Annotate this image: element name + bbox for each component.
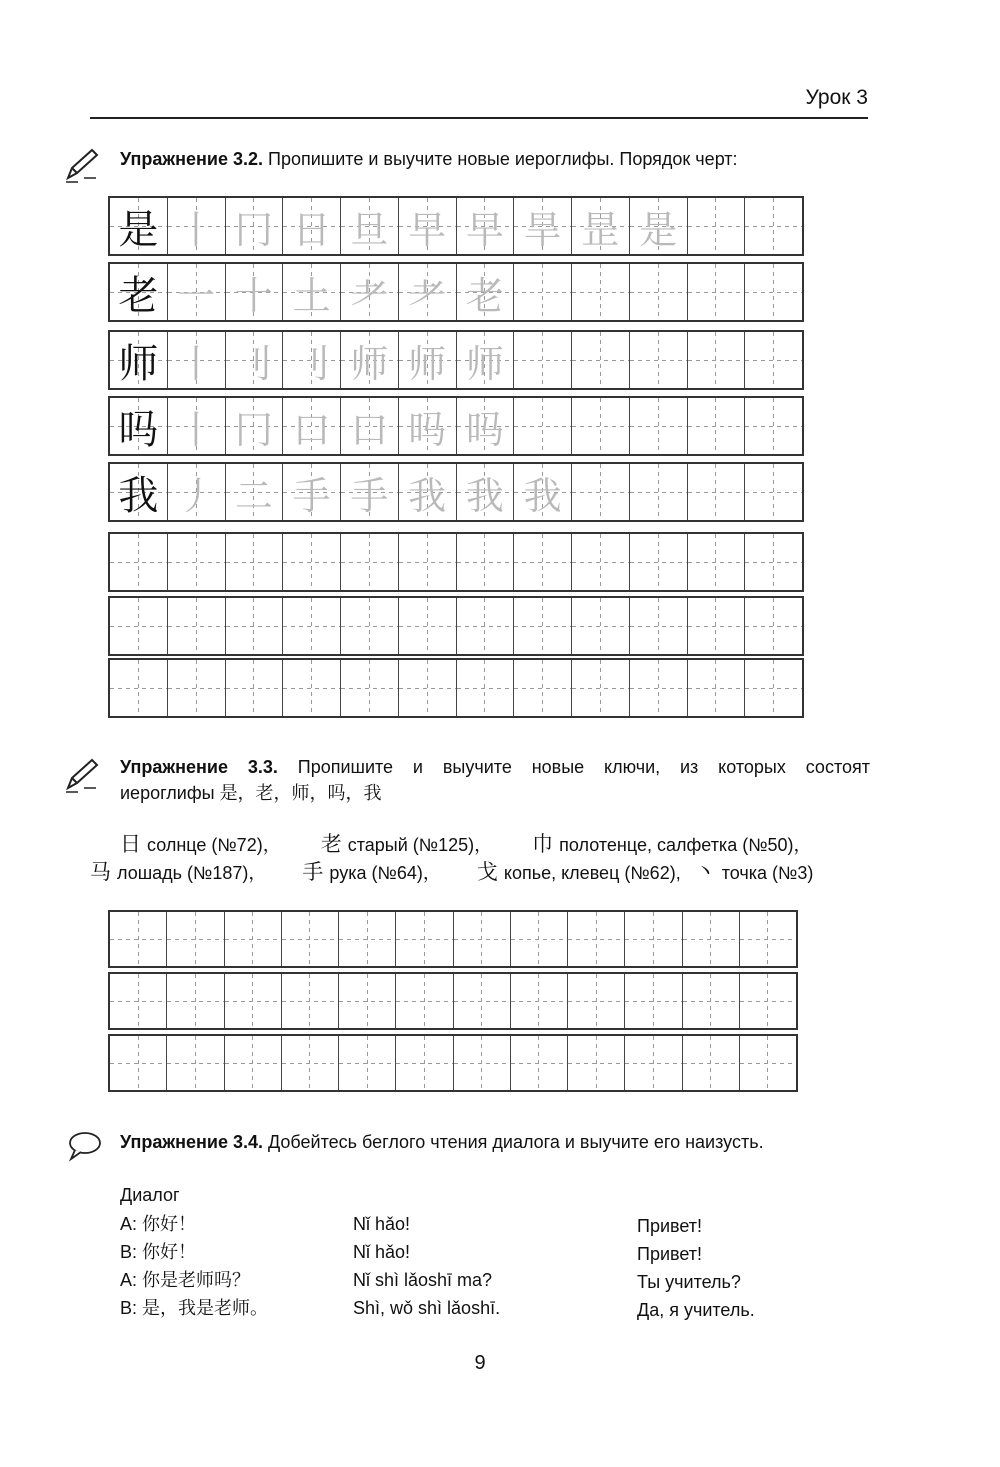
stroke-step: 丨 [168, 198, 226, 254]
practice-cell [630, 534, 688, 590]
practice-cell [282, 1036, 339, 1090]
practice-cell [572, 534, 630, 590]
practice-cell [630, 332, 688, 388]
exercise-3-2-title [120, 146, 738, 172]
stroke-step: 吗 [457, 398, 515, 454]
practice-cell [572, 464, 630, 520]
writing-row [108, 262, 804, 322]
practice-cell [745, 534, 802, 590]
practice-cell [167, 912, 224, 966]
stroke-step: 丨 [168, 398, 226, 454]
practice-cell [514, 398, 572, 454]
practice-cell [511, 974, 568, 1028]
stroke-step: 早 [399, 198, 457, 254]
practice-cell [457, 598, 515, 654]
keys-line-1 [120, 832, 812, 858]
writing-row [108, 972, 798, 1030]
stroke-step: 老 [457, 264, 515, 320]
pencil-icon [62, 146, 102, 186]
practice-cell [745, 398, 802, 454]
stroke-step: 丿 [168, 464, 226, 520]
practice-cell [630, 464, 688, 520]
practice-cell [683, 974, 740, 1028]
header-rule [90, 117, 868, 119]
practice-cell [745, 660, 802, 716]
stroke-step: 旱 [514, 198, 572, 254]
key-item: 手 рука (№64)， [302, 861, 441, 884]
stroke-step: 十 [226, 264, 284, 320]
practice-cell [341, 660, 399, 716]
practice-cell [568, 974, 625, 1028]
practice-cell [226, 534, 284, 590]
writing-row [108, 596, 804, 656]
practice-cell [688, 398, 746, 454]
dialog-pinyin: Nǐ shì lǎoshī ma? [353, 1270, 493, 1290]
stroke-step: 日 [283, 198, 341, 254]
practice-cell [514, 332, 572, 388]
stroke-step: 二 [226, 464, 284, 520]
practice-cell [740, 974, 796, 1028]
writing-row [108, 396, 804, 456]
practice-cell [457, 660, 515, 716]
stroke-step: 早 [457, 198, 515, 254]
practice-cell [740, 1036, 796, 1090]
practice-cell [339, 974, 396, 1028]
stroke-step: 刂 [226, 332, 284, 388]
practice-cell [745, 332, 802, 388]
practice-cell [572, 598, 630, 654]
practice-cell [745, 198, 802, 254]
writing-row [108, 910, 798, 968]
stroke-step: 我 [514, 464, 572, 520]
dialog-ru: Привет! [637, 1244, 703, 1264]
stroke-step: 我 [399, 464, 457, 520]
stroke-step: 土 [283, 264, 341, 320]
stroke-step: 刂 [283, 332, 341, 388]
practice-cell [282, 912, 339, 966]
practice-cell [339, 1036, 396, 1090]
stroke-step: 冂 [226, 198, 284, 254]
stroke-step: 旦 [341, 198, 399, 254]
exercise-3-3-text2: иероглифы 是，老，师，吗，我 [120, 783, 382, 803]
stroke-step: 丨 [168, 332, 226, 388]
practice-cell [168, 598, 226, 654]
writing-row [108, 462, 804, 522]
exercise-3-4-text: Добейтесь беглого чтения диалога и выучите его наизусть. [268, 1132, 764, 1152]
practice-cell [339, 912, 396, 966]
practice-cell [572, 398, 630, 454]
stroke-step: 口 [341, 398, 399, 454]
practice-cell [396, 912, 453, 966]
exercise-3-2-text: Пропишите и выучите новые иероглифы. Порядок черт: [268, 149, 738, 169]
stroke-step: 师 [399, 332, 457, 388]
dialog-title: Диалог [120, 1185, 180, 1205]
practice-cell [572, 264, 630, 320]
practice-cell [745, 598, 802, 654]
dialog-ru: Ты учитель? [637, 1272, 741, 1292]
practice-cell [683, 912, 740, 966]
practice-cell [168, 660, 226, 716]
practice-cell [283, 660, 341, 716]
practice-cell [625, 912, 682, 966]
key-item: 马 лошадь (№187)， [90, 861, 267, 884]
practice-cell [688, 198, 746, 254]
stroke-step: 手 [341, 464, 399, 520]
stroke-step: 师 [341, 332, 399, 388]
stroke-step: 师 [457, 332, 515, 388]
practice-cell [399, 534, 457, 590]
practice-cell [572, 660, 630, 716]
dialog-pinyin: Shì, wǒ shì lǎoshī. [353, 1298, 501, 1318]
practice-cell [396, 1036, 453, 1090]
dialog-cn: B: 你好！ [120, 1242, 197, 1262]
dialog-pinyin: Nǐ hǎo! [353, 1242, 411, 1262]
practice-cell [625, 1036, 682, 1090]
practice-cell [110, 534, 168, 590]
dialog-cn: A: 你是老师吗？ [120, 1270, 251, 1290]
practice-cell [282, 974, 339, 1028]
practice-cell [625, 974, 682, 1028]
practice-cell [745, 264, 802, 320]
practice-cell [454, 912, 511, 966]
keys-line-2 [90, 860, 813, 886]
stroke-step: 一 [168, 264, 226, 320]
practice-cell [167, 1036, 224, 1090]
stroke-step: 昰 [572, 198, 630, 254]
practice-cell [688, 264, 746, 320]
dialog-cn: A: 你好！ [120, 1214, 197, 1234]
practice-cell [110, 598, 168, 654]
key-item: 巾 полотенце, салфетка (№50)， [532, 833, 812, 856]
dialog-pinyin: Nǐ hǎo! [353, 1214, 411, 1234]
key-item: 丶 точка (№3) [694, 861, 814, 884]
main-character: 师 [110, 332, 168, 388]
main-character: 老 [110, 264, 168, 320]
practice-cell [511, 1036, 568, 1090]
practice-cell [167, 974, 224, 1028]
practice-cell [572, 332, 630, 388]
practice-cell [225, 912, 282, 966]
lesson-title: Урок 3 [805, 86, 868, 109]
practice-cell [283, 534, 341, 590]
practice-cell [454, 974, 511, 1028]
stroke-step: 口 [283, 398, 341, 454]
main-character: 吗 [110, 398, 168, 454]
practice-cell [399, 660, 457, 716]
practice-cell [399, 598, 457, 654]
practice-cell [225, 974, 282, 1028]
practice-cell [514, 660, 572, 716]
stroke-step: 我 [457, 464, 515, 520]
practice-cell [514, 598, 572, 654]
practice-cell [226, 598, 284, 654]
exercise-3-3-text: Пропишите и выучите новые ключи, из которых состоят [297, 757, 870, 777]
practice-cell [688, 332, 746, 388]
writing-row [108, 532, 804, 592]
practice-cell [110, 1036, 167, 1090]
practice-cell [630, 598, 688, 654]
exercise-3-4-label: Упражнение 3.4. [120, 1132, 264, 1152]
practice-cell [688, 534, 746, 590]
practice-cell [341, 534, 399, 590]
practice-cell [168, 534, 226, 590]
page-number: 9 [474, 1352, 486, 1374]
practice-cell [283, 598, 341, 654]
practice-cell [630, 398, 688, 454]
practice-cell [568, 1036, 625, 1090]
practice-cell [568, 912, 625, 966]
practice-cell [688, 660, 746, 716]
exercise-3-4-title [120, 1129, 764, 1155]
practice-cell [110, 912, 167, 966]
exercise-3-3-label: Упражнение 3.3. [120, 757, 278, 777]
practice-cell [683, 1036, 740, 1090]
key-item: 戈 копье, клевец (№62), [476, 861, 681, 884]
stroke-step: 冂 [226, 398, 284, 454]
practice-cell [341, 598, 399, 654]
stroke-step: 手 [283, 464, 341, 520]
practice-cell [745, 464, 802, 520]
exercise-3-2-label: Упражнение 3.2. [120, 149, 264, 169]
dialog-ru: Привет! [637, 1216, 703, 1236]
practice-cell [225, 1036, 282, 1090]
main-character: 是 [110, 198, 168, 254]
writing-row [108, 658, 804, 718]
practice-cell [396, 974, 453, 1028]
practice-cell [457, 534, 515, 590]
pencil-icon [62, 756, 102, 796]
practice-cell [740, 912, 796, 966]
practice-cell [454, 1036, 511, 1090]
dialog-ru: Да, я учитель. [637, 1300, 755, 1320]
practice-cell [226, 660, 284, 716]
stroke-step: 耂 [399, 264, 457, 320]
practice-cell [630, 660, 688, 716]
practice-cell [688, 464, 746, 520]
practice-cell [514, 264, 572, 320]
dialog-cn: B: 是，我是老师。 [120, 1298, 269, 1318]
stroke-step: 吗 [399, 398, 457, 454]
writing-row [108, 330, 804, 390]
key-item: 日 солнце (№72)， [120, 833, 281, 856]
exercise-3-3-title [120, 754, 870, 780]
writing-row [108, 1034, 798, 1092]
practice-cell [514, 534, 572, 590]
writing-row [108, 196, 804, 256]
practice-cell [110, 660, 168, 716]
practice-cell [511, 912, 568, 966]
stroke-step: 耂 [341, 264, 399, 320]
speech-bubble-icon [66, 1130, 102, 1162]
key-item: 老 старый (№125)， [320, 833, 493, 856]
stroke-step: 是 [630, 198, 688, 254]
practice-cell [110, 974, 167, 1028]
practice-cell [630, 264, 688, 320]
practice-cell [688, 598, 746, 654]
main-character: 我 [110, 464, 168, 520]
